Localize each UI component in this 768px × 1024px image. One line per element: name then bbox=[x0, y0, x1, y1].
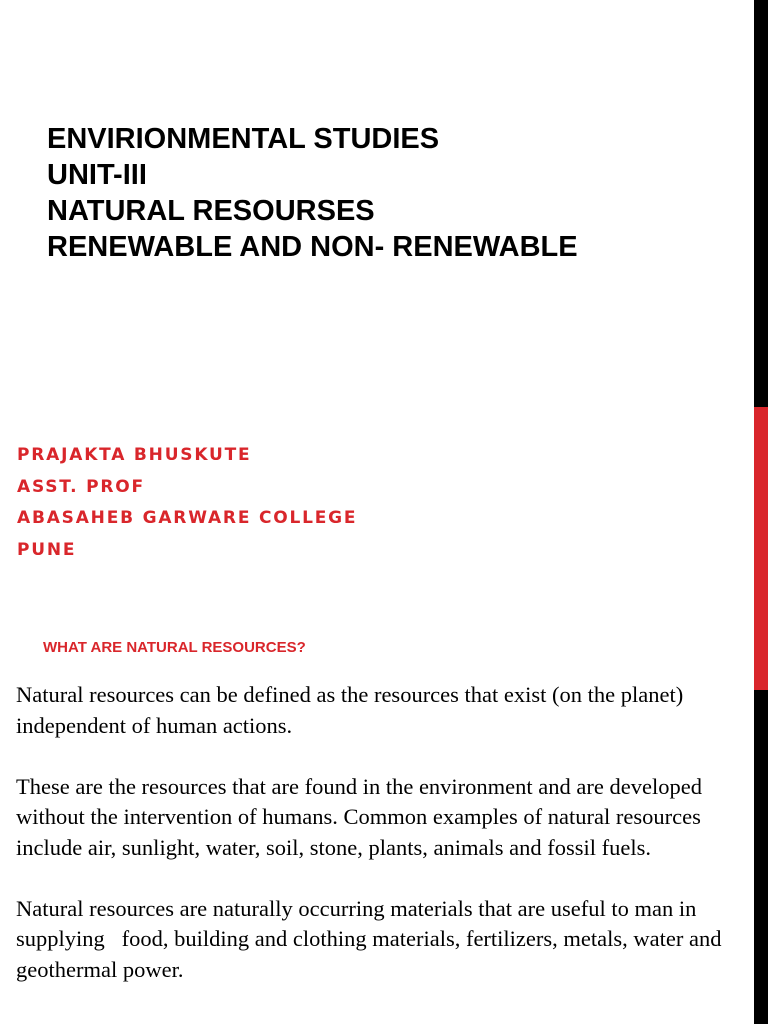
author-city: PUNE bbox=[17, 539, 77, 560]
slide-title bbox=[47, 121, 578, 265]
author-block bbox=[17, 440, 357, 566]
title-line-unit: UNIT-III bbox=[47, 159, 147, 191]
paragraph-definition: Natural resources can be defined as the resources that exist (on the planet) independent of human actions. bbox=[16, 682, 689, 738]
section-heading: WHAT ARE NATURAL RESOURCES? bbox=[43, 639, 306, 656]
author-designation: ASST. PROF bbox=[17, 476, 145, 497]
slide-side-bar-accent bbox=[754, 407, 768, 690]
title-line-subtopic: RENEWABLE AND NON- RENEWABLE bbox=[47, 231, 578, 263]
title-line-topic: NATURAL RESOURSES bbox=[47, 195, 375, 227]
body-text bbox=[16, 680, 746, 1016]
slide-side-bar bbox=[754, 0, 768, 1024]
paragraph-uses: Natural resources are naturally occurring materials that are useful to man in supplying food, building and clothing materials, fertilizers, metals, water and geothermal power. bbox=[16, 895, 728, 982]
paragraph-examples: These are the resources that are found in the environment and are developed without the intervention of humans. Common examples of natural resources include air, sunlight, water, soil, stone, plants, animals and fossil fuels. bbox=[16, 773, 708, 860]
author-name: PRAJAKTA BHUSKUTE bbox=[17, 445, 252, 465]
author-college: ABASAHEB GARWARE COLLEGE bbox=[17, 508, 358, 528]
title-line-subject: ENVIRIONMENTAL STUDIES bbox=[47, 123, 440, 155]
